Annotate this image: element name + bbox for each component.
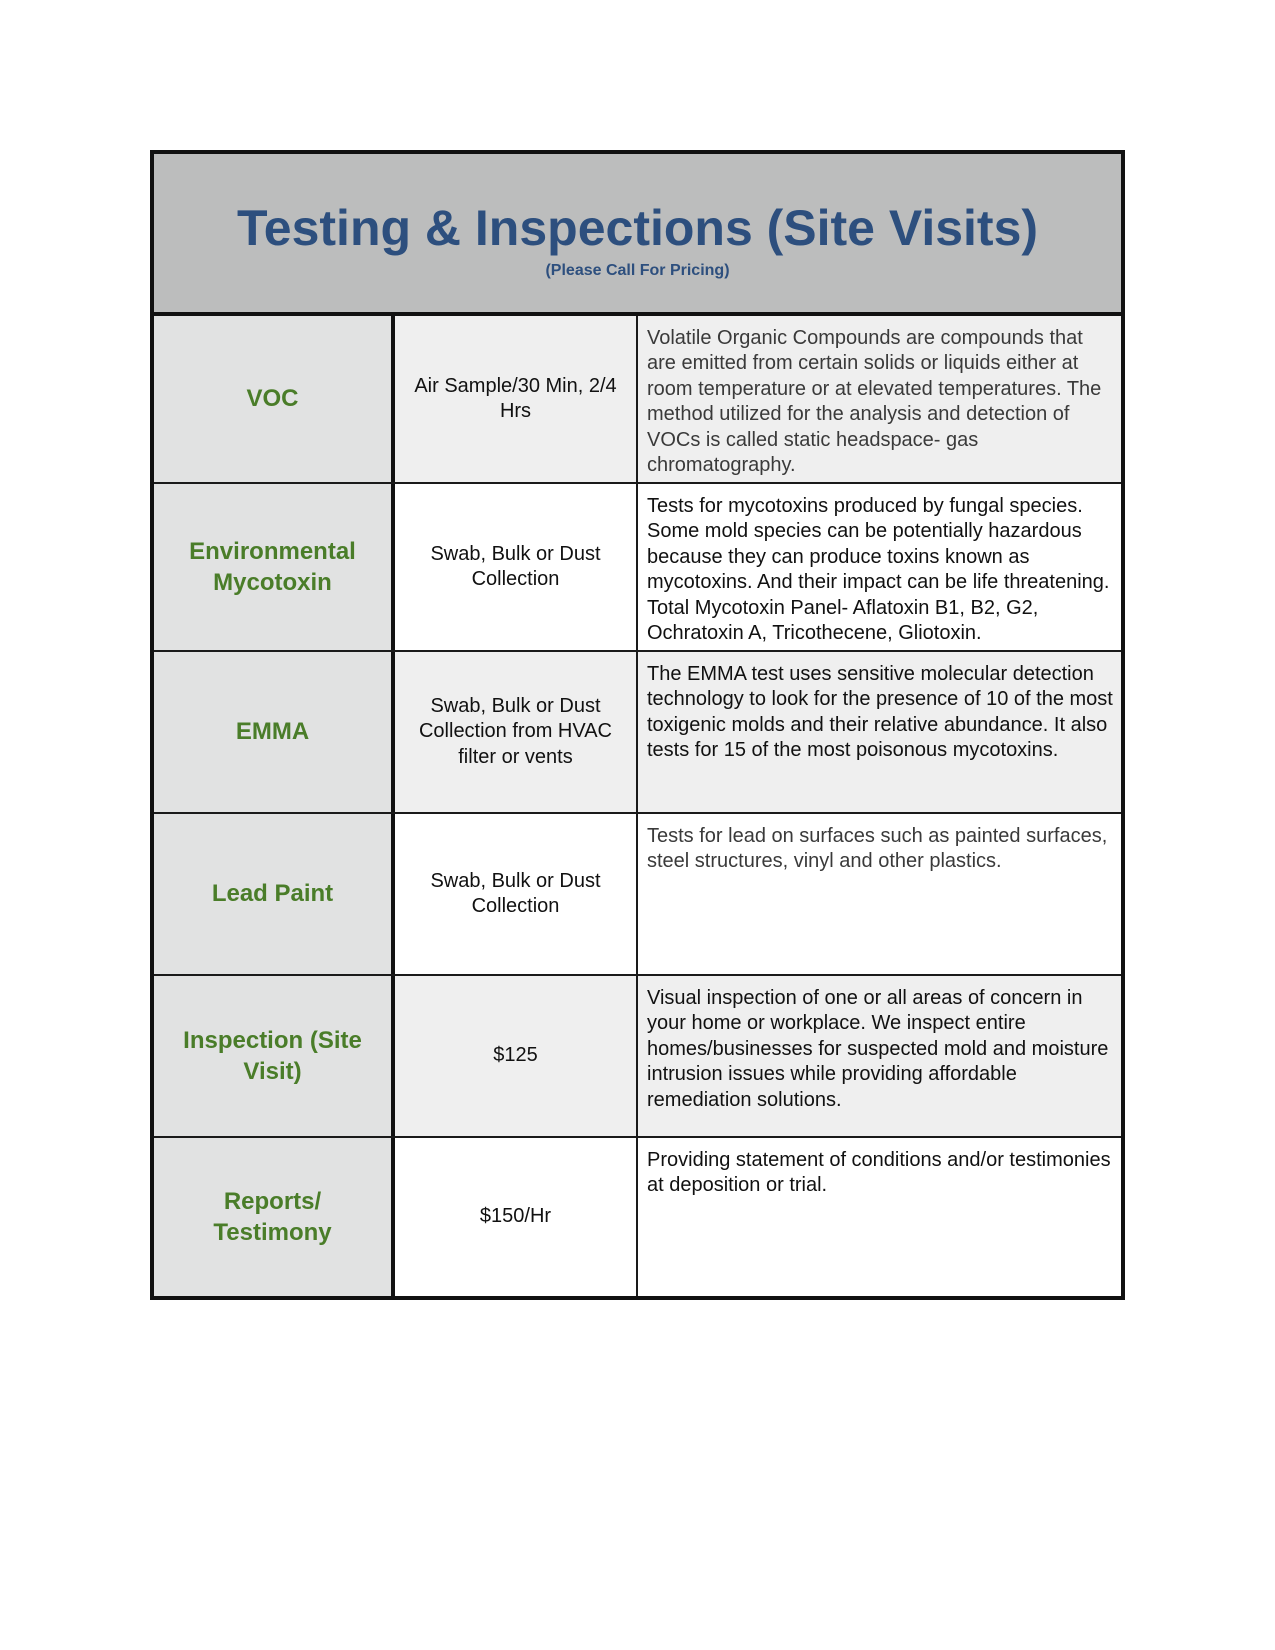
table-row-inspection: [154, 976, 1121, 1138]
service-name: EMMA: [154, 652, 395, 812]
sample-method: Air Sample/30 Min, 2/4 Hrs: [395, 316, 638, 482]
sample-method: Swab, Bulk or Dust Collection from HVAC filter or vents: [395, 652, 638, 812]
service-name: Reports/ Testimony: [154, 1138, 395, 1296]
service-name: Inspection (Site Visit): [154, 976, 395, 1136]
service-name: Lead Paint: [154, 814, 395, 974]
table-header: [154, 154, 1121, 316]
service-description: Providing statement of conditions and/or testimonies at deposition or trial.: [638, 1138, 1121, 1296]
table-row-environmental-mycotoxin: [154, 484, 1121, 652]
table-row-lead-paint: [154, 814, 1121, 976]
service-description: Volatile Organic Compounds are compounds that are emitted from certain solids or liquids either at room temperature or at elevated temperatures. The method utilized for the analysis and detection of VOCs is called static headspace- gas chromatography.: [638, 316, 1121, 482]
table-row-emma: [154, 652, 1121, 814]
sample-method: Swab, Bulk or Dust Collection: [395, 484, 638, 650]
table-title: Testing & Inspections (Site Visits): [236, 199, 1039, 256]
table-row-reports-testimony: [154, 1138, 1121, 1296]
service-price: $125: [395, 976, 638, 1136]
service-name: Environmental Mycotoxin: [154, 484, 395, 650]
service-description: Visual inspection of one or all areas of concern in your home or workplace. We inspect entire homes/businesses for suspected mold and moisture intrusion issues while providing affordable remediation solutions.: [638, 976, 1121, 1136]
service-description: The EMMA test uses sensitive molecular detection technology to look for the presence of 10 of the most toxigenic molds and their relative abundance. It also tests for 15 of the most poisonous mycotoxins.: [638, 652, 1121, 812]
service-description: Tests for mycotoxins produced by fungal species. Some mold species can be potentially hazardous because they can produce toxins known as mycotoxins. And their impact can be life threatening. Total Mycotoxin Panel- Aflatoxin B1, B2, G2, Ochratoxin A, Tricothecene, Gliotoxin.: [638, 484, 1121, 650]
table-row-voc: [154, 316, 1121, 484]
table-subtitle: (Please Call For Pricing): [545, 261, 730, 279]
service-name: VOC: [154, 316, 395, 482]
service-price: $150/Hr: [395, 1138, 638, 1296]
sample-method: Swab, Bulk or Dust Collection: [395, 814, 638, 974]
pricing-table: [150, 150, 1125, 1300]
service-description: Tests for lead on surfaces such as painted surfaces, steel structures, vinyl and other plastics.: [638, 814, 1121, 974]
